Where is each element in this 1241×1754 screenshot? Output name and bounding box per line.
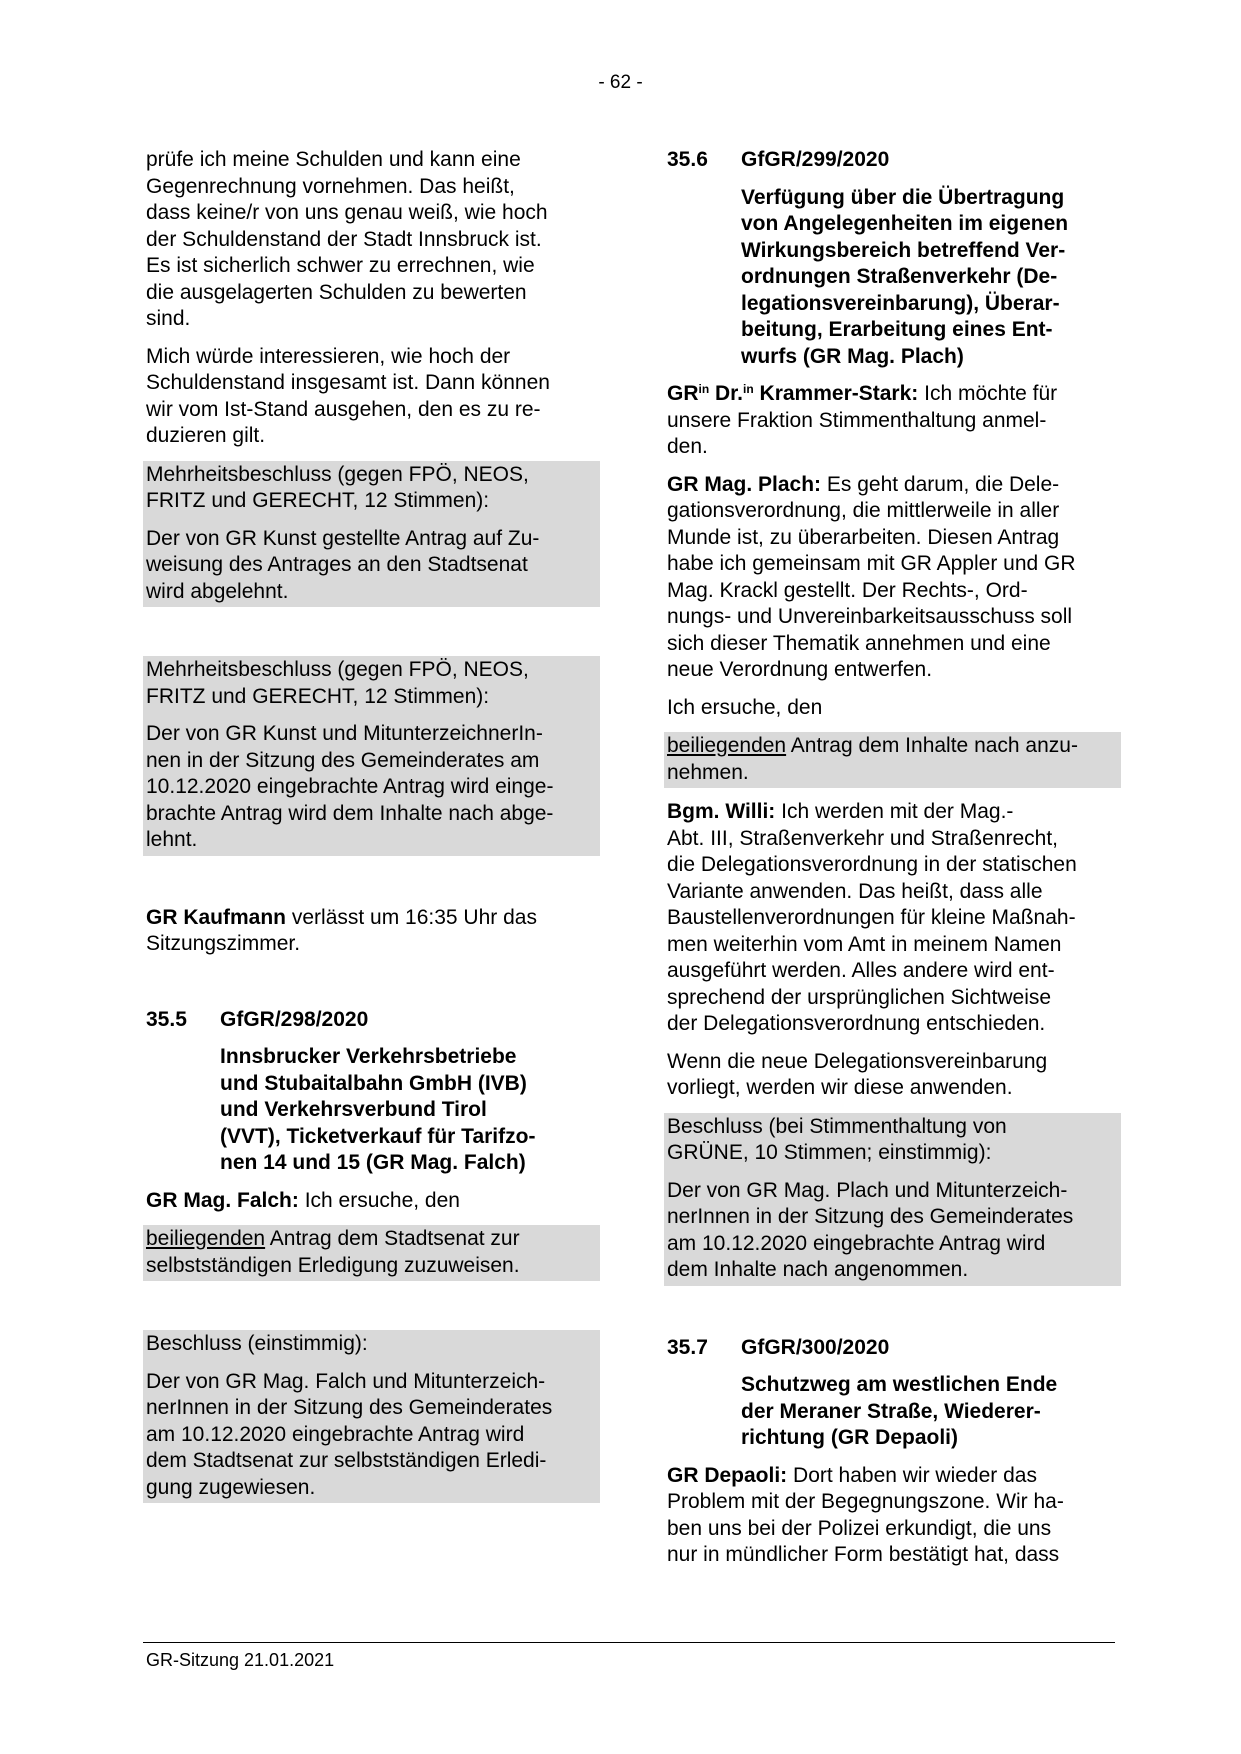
- right-column: [667, 147, 1123, 1580]
- resolution-box-falch: [143, 1330, 600, 1503]
- text-line: dem Stadtsenat zur selbstständigen Erledi-: [146, 1449, 547, 1472]
- text-line: Gegenrechnung vornehmen. Das heißt,: [146, 174, 515, 198]
- resolution-vote: [667, 1114, 1118, 1178]
- text-line: und Stubaitalbahn GmbH (IVB): [220, 1071, 527, 1095]
- speaker-name: Bgm. Willi:: [667, 800, 776, 823]
- text-line: wurfs (GR Mag. Plach): [741, 344, 964, 368]
- text-line: Sitzungszimmer.: [146, 932, 301, 955]
- text-line: [667, 472, 1123, 499]
- text-line: am 10.12.2020 eingebrachte Antrag wird: [667, 1231, 1046, 1255]
- footer-session-date: GR-Sitzung 21.01.2021: [146, 1650, 335, 1670]
- speaker-title-suffix: in: [698, 382, 710, 396]
- paragraph-debt-calculation: [146, 147, 602, 333]
- text-line: Innsbrucker Verkehrsbetriebe: [220, 1045, 517, 1068]
- text-line: Der von GR Mag. Falch und Mitunterzeich-: [146, 1369, 546, 1393]
- text-line: ausgeführt werden. Alles andere wird ent-: [667, 959, 1055, 982]
- text-line: nen in der Sitzung des Gemeinderates am: [146, 748, 540, 772]
- agenda-item-title: [220, 1044, 602, 1177]
- text-line: [667, 381, 1123, 408]
- resolution-box-kunst-motion: [143, 656, 600, 856]
- text-line: [667, 799, 1123, 826]
- speech-krammer-stark: [667, 381, 1123, 461]
- speaker-name: GR Kaufmann: [146, 905, 287, 929]
- text-line: sprechend der ursprünglichen Sichtweise: [667, 985, 1052, 1009]
- text-line: nen 14 und 15 (GR Mag. Falch): [220, 1151, 526, 1174]
- text-line: richtung (GR Depaoli): [741, 1426, 958, 1449]
- agenda-item-title: [741, 185, 1123, 371]
- text-line: sind.: [146, 307, 191, 330]
- resolution-text: [146, 1369, 597, 1502]
- text-line: 10.12.2020 eingebrachte Antrag wird einge-: [146, 775, 554, 798]
- page-number: - 62 -: [598, 72, 643, 93]
- resolution-text: [667, 1178, 1118, 1284]
- agenda-item-heading: [146, 1007, 602, 1034]
- text-line: von Angelegenheiten im eigenen: [741, 212, 1069, 235]
- text-line: nerInnen in der Sitzung des Gemeinderates: [667, 1205, 1074, 1228]
- text-line: habe ich gemeinsam mit GR Appler und GR: [667, 552, 1076, 575]
- speaker-degree: Dr.: [709, 382, 744, 405]
- text-line: Schutzweg am westlichen Ende: [741, 1373, 1058, 1396]
- text-line: der Delegationsverordnung entschieden.: [667, 1012, 1046, 1035]
- underlined-word: beiliegenden: [667, 734, 787, 757]
- text-line: der Schuldenstand der Stadt Innsbruck ist.: [146, 227, 542, 251]
- agenda-item-title: [741, 1372, 1123, 1452]
- text-line: Problem mit der Begegnungszone. Wir ha-: [667, 1490, 1064, 1513]
- text-line: Mehrheitsbeschluss (gegen FPÖ, NEOS,: [146, 462, 529, 486]
- text-line: neue Verordnung entwerfen.: [667, 658, 933, 681]
- text-line: am 10.12.2020 eingebrachte Antrag wird: [146, 1422, 525, 1446]
- text-line: [146, 905, 602, 932]
- agenda-item-35-7: [667, 1335, 1123, 1452]
- resolution-box-kunst-referral: [143, 461, 600, 608]
- text-line: wir vom Ist-Stand ausgehen, den es zu re-: [146, 397, 541, 421]
- text-line: nur in mündlicher Form bestätigt hat, dass: [667, 1543, 1060, 1566]
- text-line: nehmen.: [667, 760, 749, 784]
- text-run: Ich werden mit der Mag.-: [775, 800, 1014, 823]
- text-line: wird abgelehnt.: [146, 579, 289, 603]
- text-run: Antrag dem Inhalte nach anzu-: [786, 734, 1078, 757]
- text-line: GRÜNE, 10 Stimmen; einstimmig):: [667, 1141, 992, 1164]
- text-line: [667, 733, 1118, 760]
- text-line: die Delegationsverordnung in der statischen: [667, 853, 1077, 876]
- text-line: men weiterhin vom Amt in meinem Namen: [667, 932, 1062, 956]
- text-line: ordnungen Straßenverkehr (De-: [741, 265, 1058, 288]
- text-line: dass keine/r von uns genau weiß, wie hoch: [146, 201, 548, 224]
- speaker-surname: Krammer-Stark:: [753, 382, 919, 405]
- agenda-item-code: GfGR/300/2020: [741, 1335, 890, 1359]
- speaker-name: GR Depaoli:: [667, 1463, 788, 1487]
- motion-request-box: [143, 1225, 600, 1281]
- agenda-item-number: 35.5: [146, 1007, 187, 1031]
- text-line: duzieren gilt.: [146, 424, 266, 447]
- agenda-item-number: 35.7: [667, 1335, 708, 1359]
- text-run: Ich möchte für: [918, 382, 1058, 405]
- text-line: Mehrheitsbeschluss (gegen FPÖ, NEOS,: [146, 658, 529, 681]
- agenda-item-heading: [667, 147, 1123, 174]
- text-line: weisung des Antrages an den Stadtsenat: [146, 553, 528, 576]
- paragraph-request-intro: [667, 695, 1123, 722]
- speaker-name: GR Mag. Plach:: [667, 472, 822, 496]
- resolution-vote: [146, 1331, 597, 1369]
- text-run: verlässt um 16:35 Uhr das: [286, 905, 537, 929]
- text-line: Der von GR Kunst gestellte Antrag auf Zu-: [146, 526, 540, 550]
- agenda-item-35-6: [667, 147, 1123, 370]
- text-line: Es ist sicherlich schwer zu errechnen, wie: [146, 254, 535, 277]
- text-line: gung zugewiesen.: [146, 1475, 316, 1499]
- agenda-item-heading: [667, 1335, 1123, 1362]
- text-line: den.: [667, 435, 708, 458]
- speaker-title: GR: [667, 382, 699, 405]
- left-column: [146, 147, 602, 1514]
- text-run: Es geht darum, die Dele-: [821, 472, 1060, 496]
- agenda-item-code: GfGR/299/2020: [741, 148, 890, 171]
- text-line: [667, 1463, 1123, 1490]
- text-line: FRITZ und GERECHT, 12 Stimmen):: [146, 489, 490, 512]
- resolution-vote: [146, 462, 597, 526]
- agenda-item-number: 35.6: [667, 148, 708, 171]
- text-line: brachte Antrag wird dem Inhalte nach abge-: [146, 801, 554, 825]
- text-line: vorliegt, werden wir diese anwenden.: [667, 1076, 1013, 1099]
- text-line: unsere Fraktion Stimmenthaltung anmel-: [667, 408, 1047, 432]
- underlined-word: beiliegenden: [146, 1227, 266, 1250]
- text-line: Der von GR Mag. Plach und Mitunterzeich-: [667, 1178, 1068, 1202]
- speaker-name: [667, 382, 918, 405]
- text-line: Wirkungsbereich betreffend Ver-: [741, 238, 1066, 262]
- text-line: und Verkehrsverbund Tirol: [220, 1098, 487, 1121]
- agenda-item-35-5: [146, 1007, 602, 1282]
- text-line: [146, 1226, 597, 1253]
- text-line: Ich ersuche, den: [667, 695, 823, 719]
- text-line: Der von GR Kunst und MitunterzeichnerIn-: [146, 722, 543, 745]
- text-line: nungs- und Unvereinbarkeitsausschuss soll: [667, 605, 1073, 628]
- text-line: Schuldenstand insgesamt ist. Dann können: [146, 371, 550, 394]
- text-run: Antrag dem Stadtsenat zur: [265, 1227, 520, 1250]
- text-line: selbstständigen Erledigung zuzuweisen.: [146, 1253, 520, 1277]
- text-run: Ich ersuche, den: [298, 1188, 460, 1212]
- text-line: lehnt.: [146, 828, 198, 851]
- motion-request-box: [664, 732, 1121, 788]
- speech-depaoli: [667, 1463, 1123, 1569]
- footer-divider: [143, 1642, 1115, 1643]
- speech-falch: [146, 1188, 602, 1215]
- text-line: FRITZ und GERECHT, 12 Stimmen):: [146, 684, 490, 708]
- text-line: ben uns bei der Polizei erkundigt, die uns: [667, 1516, 1052, 1540]
- speaker-name: GR Mag. Falch:: [146, 1188, 299, 1212]
- text-line: beitung, Erarbeitung eines Ent-: [741, 318, 1053, 341]
- text-line: Munde ist, zu überarbeiten. Diesen Antrag: [667, 525, 1060, 549]
- text-line: Beschluss (bei Stimmenthaltung von: [667, 1114, 1007, 1138]
- text-line: [146, 1188, 602, 1215]
- speech-willi: [667, 799, 1123, 1038]
- speech-plach: [667, 472, 1123, 684]
- speaker-degree-suffix: in: [743, 382, 754, 396]
- text-line: prüfe ich meine Schulden und kann eine: [146, 148, 521, 171]
- text-line: Verfügung über die Übertragung: [741, 185, 1065, 209]
- text-line: Abt. III, Straßenverkehr und Straßenrecht,: [667, 826, 1059, 850]
- text-line: (VVT), Ticketverkauf für Tarifzo-: [220, 1124, 536, 1148]
- agenda-item-code: GfGR/298/2020: [220, 1007, 369, 1031]
- paragraph-new-agreement: [667, 1049, 1123, 1102]
- text-line: die ausgelagerten Schulden zu bewerten: [146, 280, 527, 304]
- text-line: Wenn die neue Delegationsvereinbarung: [667, 1049, 1048, 1073]
- text-line: Mich würde interessieren, wie hoch der: [146, 344, 511, 368]
- resolution-text: [146, 526, 597, 606]
- text-run: Dort haben wir wieder das: [787, 1463, 1037, 1487]
- text-line: gationsverordnung, die mittlerweile in aller: [667, 499, 1060, 522]
- paragraph-kaufmann-leaves: [146, 905, 602, 958]
- text-line: Variante anwenden. Das heißt, dass alle: [667, 879, 1043, 903]
- resolution-text: [146, 721, 597, 854]
- text-line: nerInnen in der Sitzung des Gemeinderates: [146, 1396, 553, 1419]
- resolution-vote: [146, 657, 597, 721]
- text-line: Baustellenverordnungen für kleine Maßnah-: [667, 906, 1076, 929]
- text-line: Beschluss (einstimmig):: [146, 1332, 368, 1355]
- paragraph-debt-level: [146, 344, 602, 450]
- text-line: sich dieser Thematik annehmen und eine: [667, 631, 1051, 655]
- text-line: Mag. Krackl gestellt. Der Rechts-, Ord-: [667, 578, 1028, 602]
- text-line: dem Inhalte nach angenommen.: [667, 1258, 969, 1281]
- resolution-box-plach: [664, 1113, 1121, 1286]
- text-line: legationsvereinbarung), Überar-: [741, 291, 1060, 315]
- text-line: der Meraner Straße, Wiederer-: [741, 1399, 1041, 1423]
